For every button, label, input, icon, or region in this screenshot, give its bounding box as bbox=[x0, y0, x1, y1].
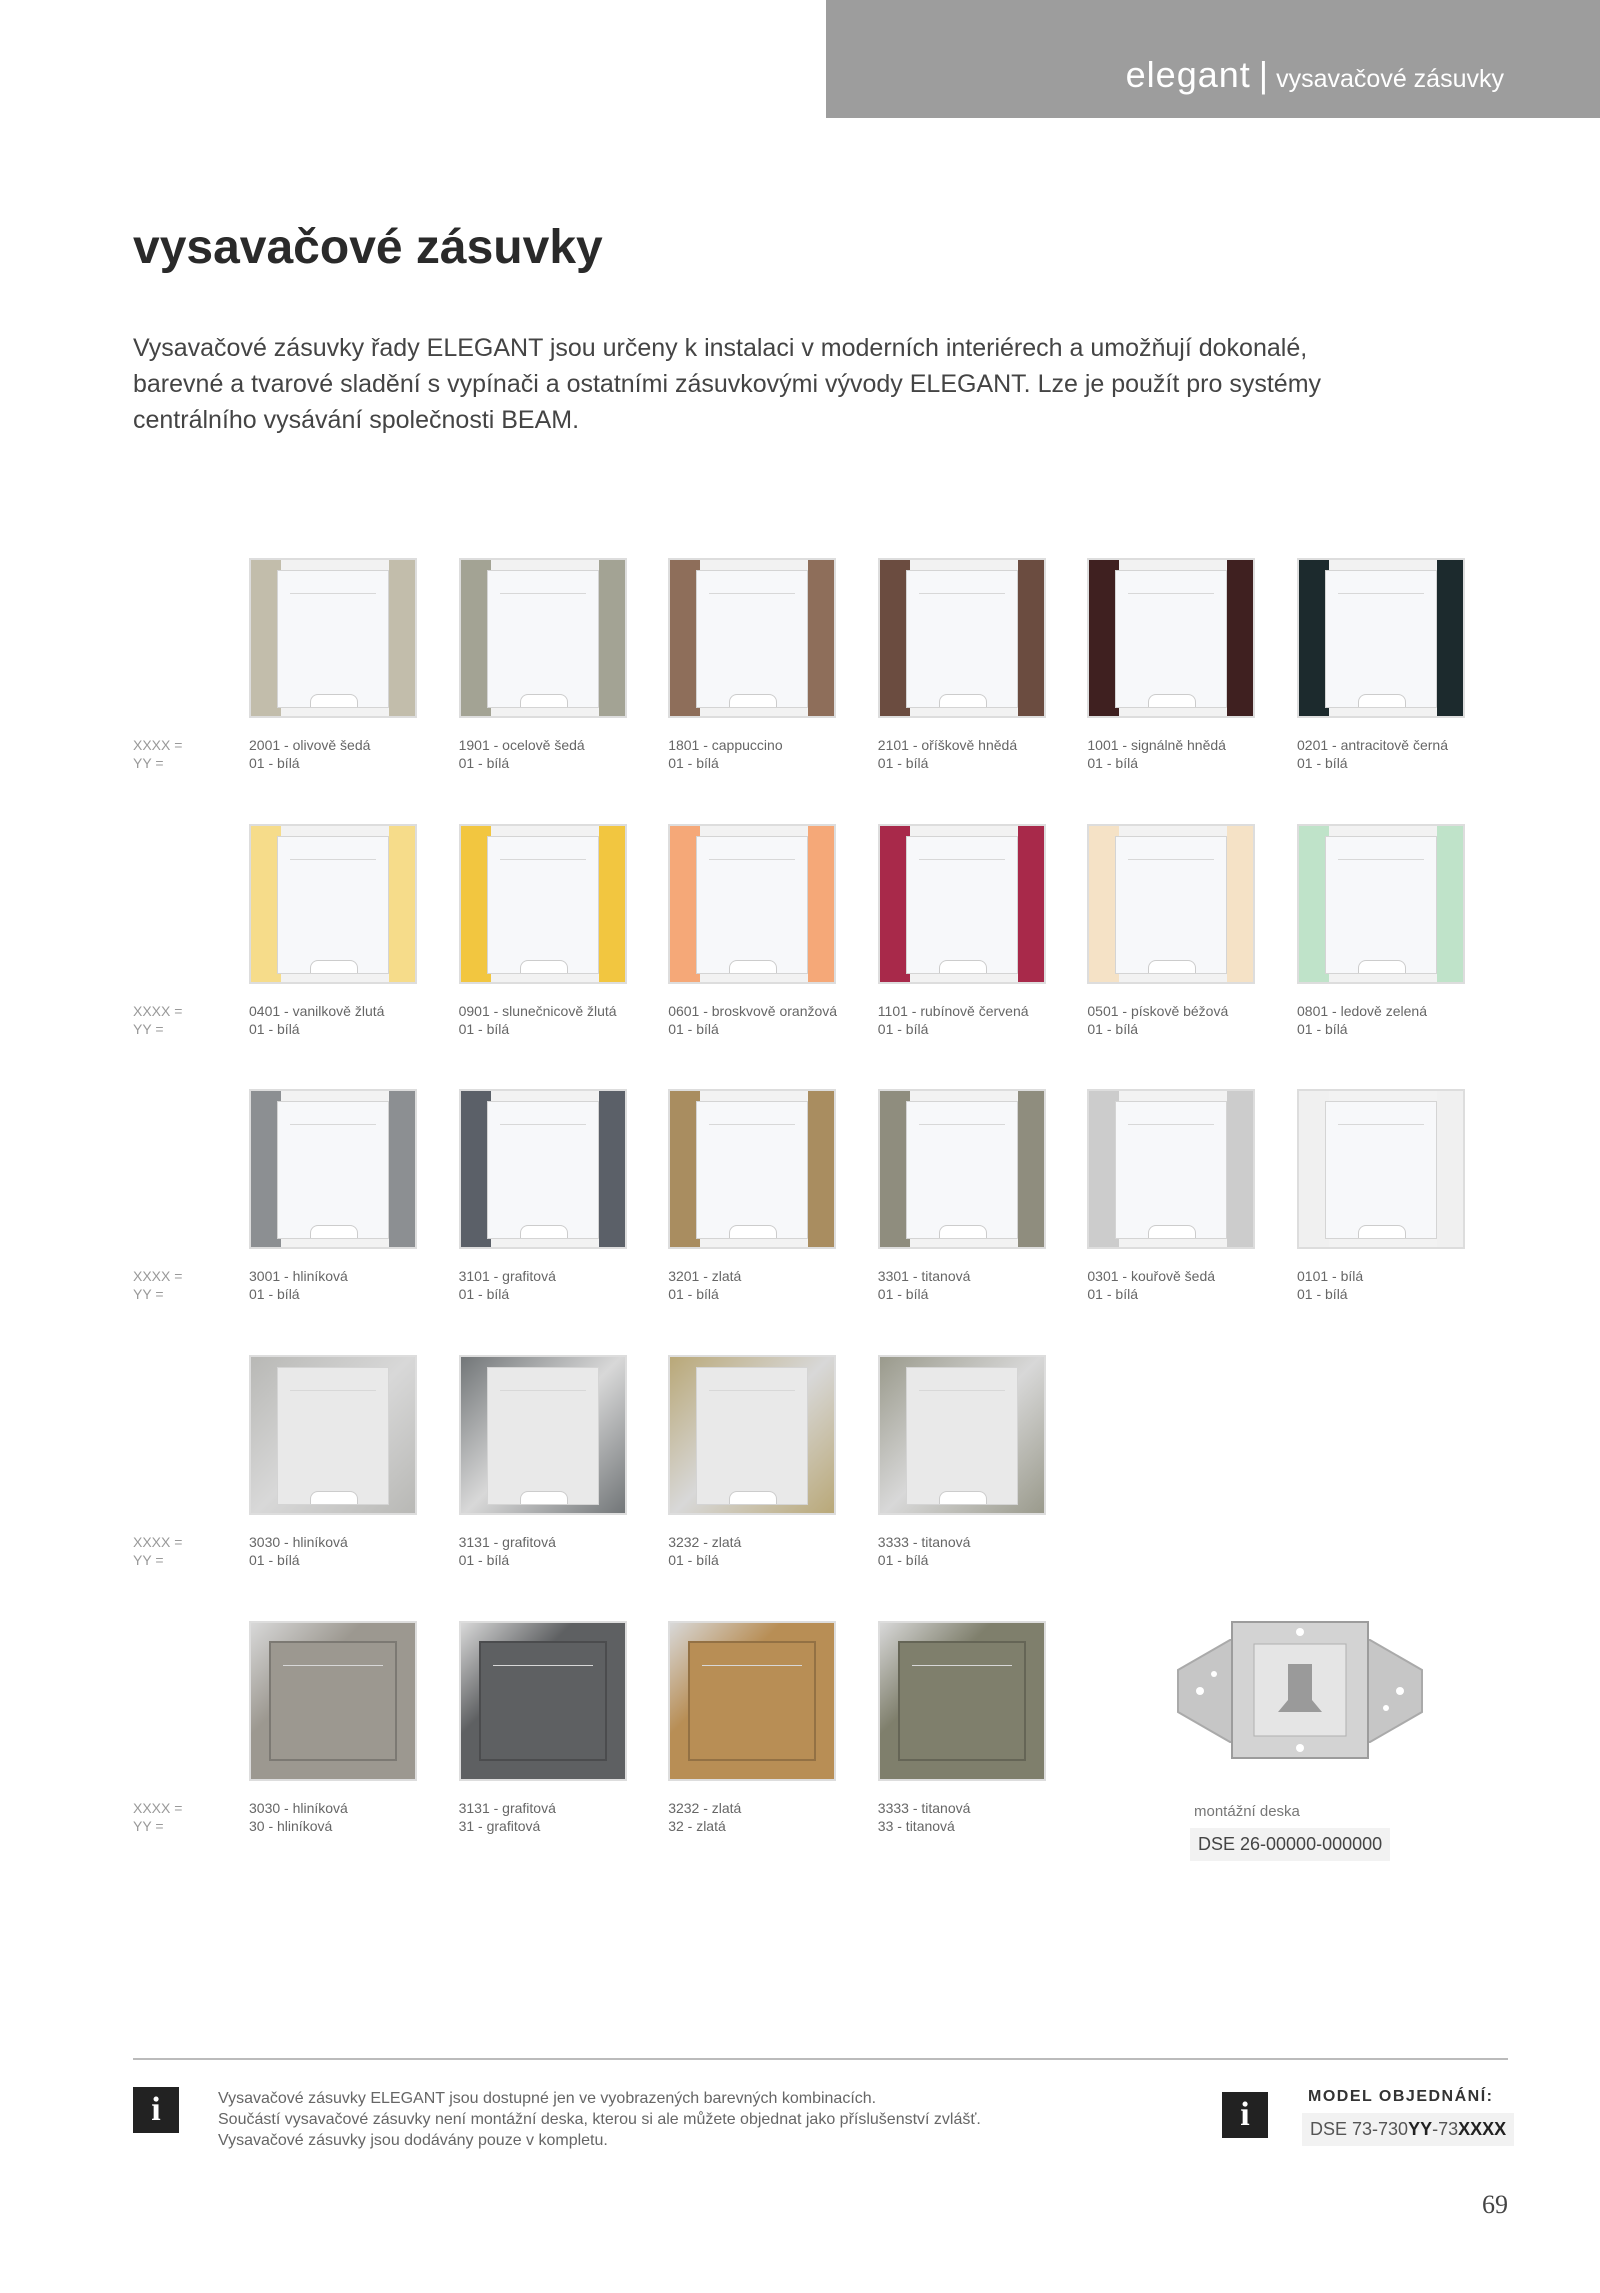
page-number: 69 bbox=[1482, 2190, 1508, 2219]
socket-variant bbox=[249, 558, 421, 772]
insert-color-label: 01 - bílá bbox=[877, 1552, 929, 1568]
variant-label bbox=[249, 1002, 421, 1038]
key-yy: YY = bbox=[133, 1286, 164, 1302]
info-icon: i bbox=[133, 2087, 179, 2133]
variant-label bbox=[1087, 1267, 1259, 1303]
header-brand: elegant bbox=[1125, 54, 1251, 95]
frame-color-label: 0901 - slunečnicově žlutá bbox=[458, 1003, 617, 1019]
socket-cover bbox=[696, 570, 808, 708]
socket-cover bbox=[1325, 570, 1437, 708]
insert-color-label: 30 - hliníková bbox=[249, 1818, 333, 1834]
frame-color-label: 3232 - zlatá bbox=[668, 1800, 742, 1816]
variant-label bbox=[1297, 1002, 1469, 1038]
insert-color-label: 01 - bílá bbox=[1087, 755, 1138, 771]
row-key-legend bbox=[133, 1267, 182, 1303]
variant-label bbox=[668, 1799, 840, 1835]
socket-variant bbox=[668, 1355, 840, 1569]
header-section: vysavačové zásuvky bbox=[1276, 65, 1504, 93]
socket-swatch bbox=[668, 824, 836, 984]
insert-color-label: 01 - bílá bbox=[1297, 755, 1348, 771]
variant-label bbox=[878, 1002, 1050, 1038]
socket-swatch bbox=[1087, 824, 1255, 984]
variant-label bbox=[668, 1002, 840, 1038]
insert-color-label: 01 - bílá bbox=[249, 1021, 300, 1037]
footer-note-line: Vysavačové zásuvky ELEGANT jsou dostupné jen ve vyobrazených barevných kombinacích. bbox=[218, 2090, 877, 2107]
socket-swatch bbox=[1087, 558, 1255, 718]
variant-label bbox=[878, 736, 1050, 772]
socket-swatch bbox=[459, 558, 627, 718]
variant-label bbox=[459, 1799, 631, 1835]
socket-swatch bbox=[878, 824, 1046, 984]
socket-cover bbox=[1325, 836, 1437, 974]
key-yy: YY = bbox=[133, 1818, 164, 1834]
socket-variant bbox=[1297, 824, 1469, 1038]
frame-color-label: 3030 - hliníková bbox=[249, 1534, 348, 1550]
variant-label bbox=[249, 1533, 421, 1569]
frame-color-label: 3333 - titanová bbox=[877, 1800, 971, 1816]
order-model-code bbox=[1302, 2113, 1514, 2146]
socket-cover bbox=[906, 1367, 1018, 1505]
socket-variant bbox=[878, 558, 1050, 772]
insert-color-label: 33 - titanová bbox=[877, 1818, 955, 1834]
footer-note bbox=[218, 2088, 981, 2151]
variant-label bbox=[878, 1799, 1050, 1835]
frame-color-label: 0501 - pískově béžová bbox=[1087, 1003, 1229, 1019]
key-yy: YY = bbox=[133, 1552, 164, 1568]
variant-label bbox=[1297, 736, 1469, 772]
header-bar bbox=[826, 0, 1600, 118]
insert-color-label: 01 - bílá bbox=[877, 755, 929, 771]
order-code-part: DSE 73-730 bbox=[1310, 2119, 1409, 2139]
socket-variant bbox=[459, 558, 631, 772]
insert-color-label: 01 - bílá bbox=[458, 1021, 510, 1037]
mounting-plate-code: DSE 26-00000-000000 bbox=[1190, 1828, 1390, 1861]
socket-cover bbox=[277, 836, 389, 974]
footer-note-line: Součástí vysavačové zásuvky není montážní deska, kterou si ale můžete objednat jako příslušenství zvlášť. bbox=[218, 2111, 981, 2128]
socket-swatch bbox=[668, 558, 836, 718]
variant-label bbox=[1087, 736, 1259, 772]
socket-variant bbox=[1087, 558, 1259, 772]
header-text bbox=[1126, 54, 1504, 96]
frame-color-label: 3333 - titanová bbox=[877, 1534, 971, 1550]
frame-color-label: 3232 - zlatá bbox=[668, 1534, 742, 1550]
variant-label bbox=[1297, 1267, 1469, 1303]
frame-color-label: 1901 - ocelově šedá bbox=[458, 737, 585, 753]
key-xxxx: XXXX = bbox=[133, 1800, 183, 1816]
insert-color-label: 01 - bílá bbox=[249, 1552, 300, 1568]
frame-color-label: 1801 - cappuccino bbox=[668, 737, 783, 753]
socket-cover bbox=[898, 1641, 1026, 1761]
socket-cover bbox=[269, 1641, 397, 1761]
variant-label bbox=[249, 1267, 421, 1303]
socket-variant bbox=[878, 1355, 1050, 1569]
socket-swatch bbox=[878, 558, 1046, 718]
socket-swatch bbox=[249, 824, 417, 984]
frame-color-label: 3101 - grafitová bbox=[458, 1268, 556, 1284]
insert-color-label: 32 - zlatá bbox=[668, 1818, 726, 1834]
intro-line: centrálního vysávání společnosti BEAM. bbox=[133, 406, 580, 434]
info-icon: i bbox=[1222, 2092, 1268, 2138]
frame-color-label: 3201 - zlatá bbox=[668, 1268, 742, 1284]
socket-variant bbox=[459, 1621, 631, 1835]
row-key-legend bbox=[133, 1799, 182, 1835]
socket-cover bbox=[479, 1641, 607, 1761]
socket-swatch bbox=[1297, 824, 1465, 984]
socket-cover bbox=[277, 570, 389, 708]
socket-variant bbox=[1087, 1089, 1259, 1303]
socket-swatch bbox=[878, 1355, 1046, 1515]
socket-cover bbox=[277, 1101, 389, 1239]
socket-variant bbox=[878, 824, 1050, 1038]
socket-cover bbox=[696, 1367, 808, 1505]
variant-label bbox=[668, 1267, 840, 1303]
key-xxxx: XXXX = bbox=[133, 737, 183, 753]
socket-cover bbox=[696, 836, 808, 974]
socket-cover bbox=[1115, 570, 1227, 708]
insert-color-label: 01 - bílá bbox=[1087, 1021, 1138, 1037]
socket-swatch bbox=[1297, 1089, 1465, 1249]
insert-color-label: 01 - bílá bbox=[668, 1021, 719, 1037]
frame-color-label: 0301 - kouřově šedá bbox=[1087, 1268, 1216, 1284]
variant-label bbox=[459, 1267, 631, 1303]
row-key-legend bbox=[133, 736, 182, 772]
frame-color-label: 0801 - ledově zelená bbox=[1297, 1003, 1427, 1019]
frame-color-label: 3001 - hliníková bbox=[249, 1268, 348, 1284]
variant-label bbox=[249, 1799, 421, 1835]
socket-swatch bbox=[459, 1621, 627, 1781]
socket-swatch bbox=[878, 1089, 1046, 1249]
key-yy: YY = bbox=[133, 755, 164, 771]
key-xxxx: XXXX = bbox=[133, 1268, 183, 1284]
frame-color-label: 3131 - grafitová bbox=[458, 1534, 556, 1550]
insert-color-label: 01 - bílá bbox=[1297, 1286, 1348, 1302]
frame-color-label: 2001 - olivově šedá bbox=[249, 737, 371, 753]
variant-label bbox=[1087, 1002, 1259, 1038]
variant-label bbox=[668, 736, 840, 772]
socket-variant bbox=[878, 1621, 1050, 1835]
socket-swatch bbox=[249, 1089, 417, 1249]
variant-label bbox=[668, 1533, 840, 1569]
order-model-title: MODEL OBJEDNÁNÍ: bbox=[1308, 2088, 1494, 2105]
frame-color-label: 0101 - bílá bbox=[1297, 1268, 1364, 1284]
frame-color-label: 1101 - rubínově červená bbox=[877, 1003, 1029, 1019]
socket-cover bbox=[696, 1101, 808, 1239]
socket-variant bbox=[249, 1621, 421, 1835]
socket-variant bbox=[1297, 1089, 1469, 1303]
frame-color-label: 3030 - hliníková bbox=[249, 1800, 348, 1816]
socket-cover bbox=[906, 836, 1018, 974]
variant-label bbox=[878, 1267, 1050, 1303]
socket-swatch bbox=[249, 1355, 417, 1515]
frame-color-label: 1001 - signálně hnědá bbox=[1087, 737, 1226, 753]
socket-swatch bbox=[878, 1621, 1046, 1781]
variant-label bbox=[249, 736, 421, 772]
socket-cover bbox=[277, 1367, 389, 1505]
insert-color-label: 01 - bílá bbox=[668, 1552, 719, 1568]
footer-divider bbox=[133, 2058, 1508, 2060]
socket-cover bbox=[1115, 1101, 1227, 1239]
socket-swatch bbox=[668, 1355, 836, 1515]
socket-swatch bbox=[459, 824, 627, 984]
insert-color-label: 01 - bílá bbox=[249, 1286, 300, 1302]
socket-variant bbox=[1087, 824, 1259, 1038]
insert-color-label: 01 - bílá bbox=[1087, 1286, 1138, 1302]
insert-color-label: 01 - bílá bbox=[877, 1286, 929, 1302]
order-code-placeholder: XXXX bbox=[1458, 2119, 1507, 2139]
socket-cover bbox=[487, 570, 599, 708]
socket-variant bbox=[459, 1355, 631, 1569]
socket-cover bbox=[688, 1641, 816, 1761]
mounting-plate-image bbox=[1170, 1600, 1430, 1780]
order-code-placeholder: YY bbox=[1408, 2119, 1433, 2139]
socket-variant bbox=[459, 824, 631, 1038]
insert-color-label: 01 - bílá bbox=[668, 1286, 719, 1302]
header-separator: | bbox=[1258, 54, 1269, 95]
insert-color-label: 01 - bílá bbox=[458, 1286, 510, 1302]
variant-label bbox=[459, 1533, 631, 1569]
insert-color-label: 01 - bílá bbox=[668, 755, 719, 771]
socket-variant bbox=[668, 558, 840, 772]
socket-variant bbox=[249, 824, 421, 1038]
socket-swatch bbox=[249, 1621, 417, 1781]
variant-label bbox=[878, 1533, 1050, 1569]
socket-swatch bbox=[459, 1089, 627, 1249]
socket-variant bbox=[249, 1355, 421, 1569]
key-xxxx: XXXX = bbox=[133, 1534, 183, 1550]
intro-paragraph bbox=[133, 330, 1433, 438]
order-code-part: -73 bbox=[1432, 2119, 1459, 2139]
frame-color-label: 0601 - broskvově oranžová bbox=[668, 1003, 838, 1019]
socket-cover bbox=[487, 836, 599, 974]
key-xxxx: XXXX = bbox=[133, 1003, 183, 1019]
frame-color-label: 2101 - oříškově hnědá bbox=[877, 737, 1018, 753]
socket-variant bbox=[668, 1621, 840, 1835]
intro-line: barevné a tvarové sladění s vypínači a ostatními zásuvkovými vývody ELEGANT. Lze je použít pro systémy bbox=[133, 370, 1322, 398]
socket-swatch bbox=[668, 1089, 836, 1249]
socket-swatch bbox=[459, 1355, 627, 1515]
socket-variant bbox=[668, 824, 840, 1038]
socket-cover bbox=[906, 1101, 1018, 1239]
socket-swatch bbox=[1087, 1089, 1255, 1249]
insert-color-label: 01 - bílá bbox=[458, 755, 510, 771]
socket-swatch bbox=[249, 558, 417, 718]
mounting-plate-label: montážní deska bbox=[1194, 1803, 1300, 1820]
frame-color-label: 3131 - grafitová bbox=[458, 1800, 556, 1816]
socket-variant bbox=[878, 1089, 1050, 1303]
intro-line: Vysavačové zásuvky řady ELEGANT jsou určeny k instalaci v moderních interiérech a umožňují dokonalé, bbox=[133, 334, 1308, 362]
socket-swatch bbox=[668, 1621, 836, 1781]
socket-variant bbox=[459, 1089, 631, 1303]
variant-label bbox=[459, 1002, 631, 1038]
socket-cover bbox=[1325, 1101, 1437, 1239]
socket-variant bbox=[1297, 558, 1469, 772]
socket-variant bbox=[668, 1089, 840, 1303]
frame-color-label: 0201 - antracitově černá bbox=[1297, 737, 1448, 753]
insert-color-label: 31 - grafitová bbox=[458, 1818, 541, 1834]
socket-swatch bbox=[1297, 558, 1465, 718]
frame-color-label: 3301 - titanová bbox=[877, 1268, 971, 1284]
footer-note-line: Vysavačové zásuvky jsou dodávány pouze v kompletu. bbox=[218, 2132, 608, 2149]
page-title: vysavačové zásuvky bbox=[133, 221, 603, 274]
socket-cover bbox=[487, 1367, 599, 1505]
socket-variant bbox=[249, 1089, 421, 1303]
row-key-legend bbox=[133, 1533, 182, 1569]
socket-cover bbox=[487, 1101, 599, 1239]
variant-label bbox=[459, 736, 631, 772]
insert-color-label: 01 - bílá bbox=[1297, 1021, 1348, 1037]
socket-cover bbox=[1115, 836, 1227, 974]
insert-color-label: 01 - bílá bbox=[458, 1552, 510, 1568]
insert-color-label: 01 - bílá bbox=[877, 1021, 929, 1037]
key-yy: YY = bbox=[133, 1021, 164, 1037]
row-key-legend bbox=[133, 1002, 182, 1038]
frame-color-label: 0401 - vanilkově žlutá bbox=[249, 1003, 385, 1019]
insert-color-label: 01 - bílá bbox=[249, 755, 300, 771]
socket-cover bbox=[906, 570, 1018, 708]
